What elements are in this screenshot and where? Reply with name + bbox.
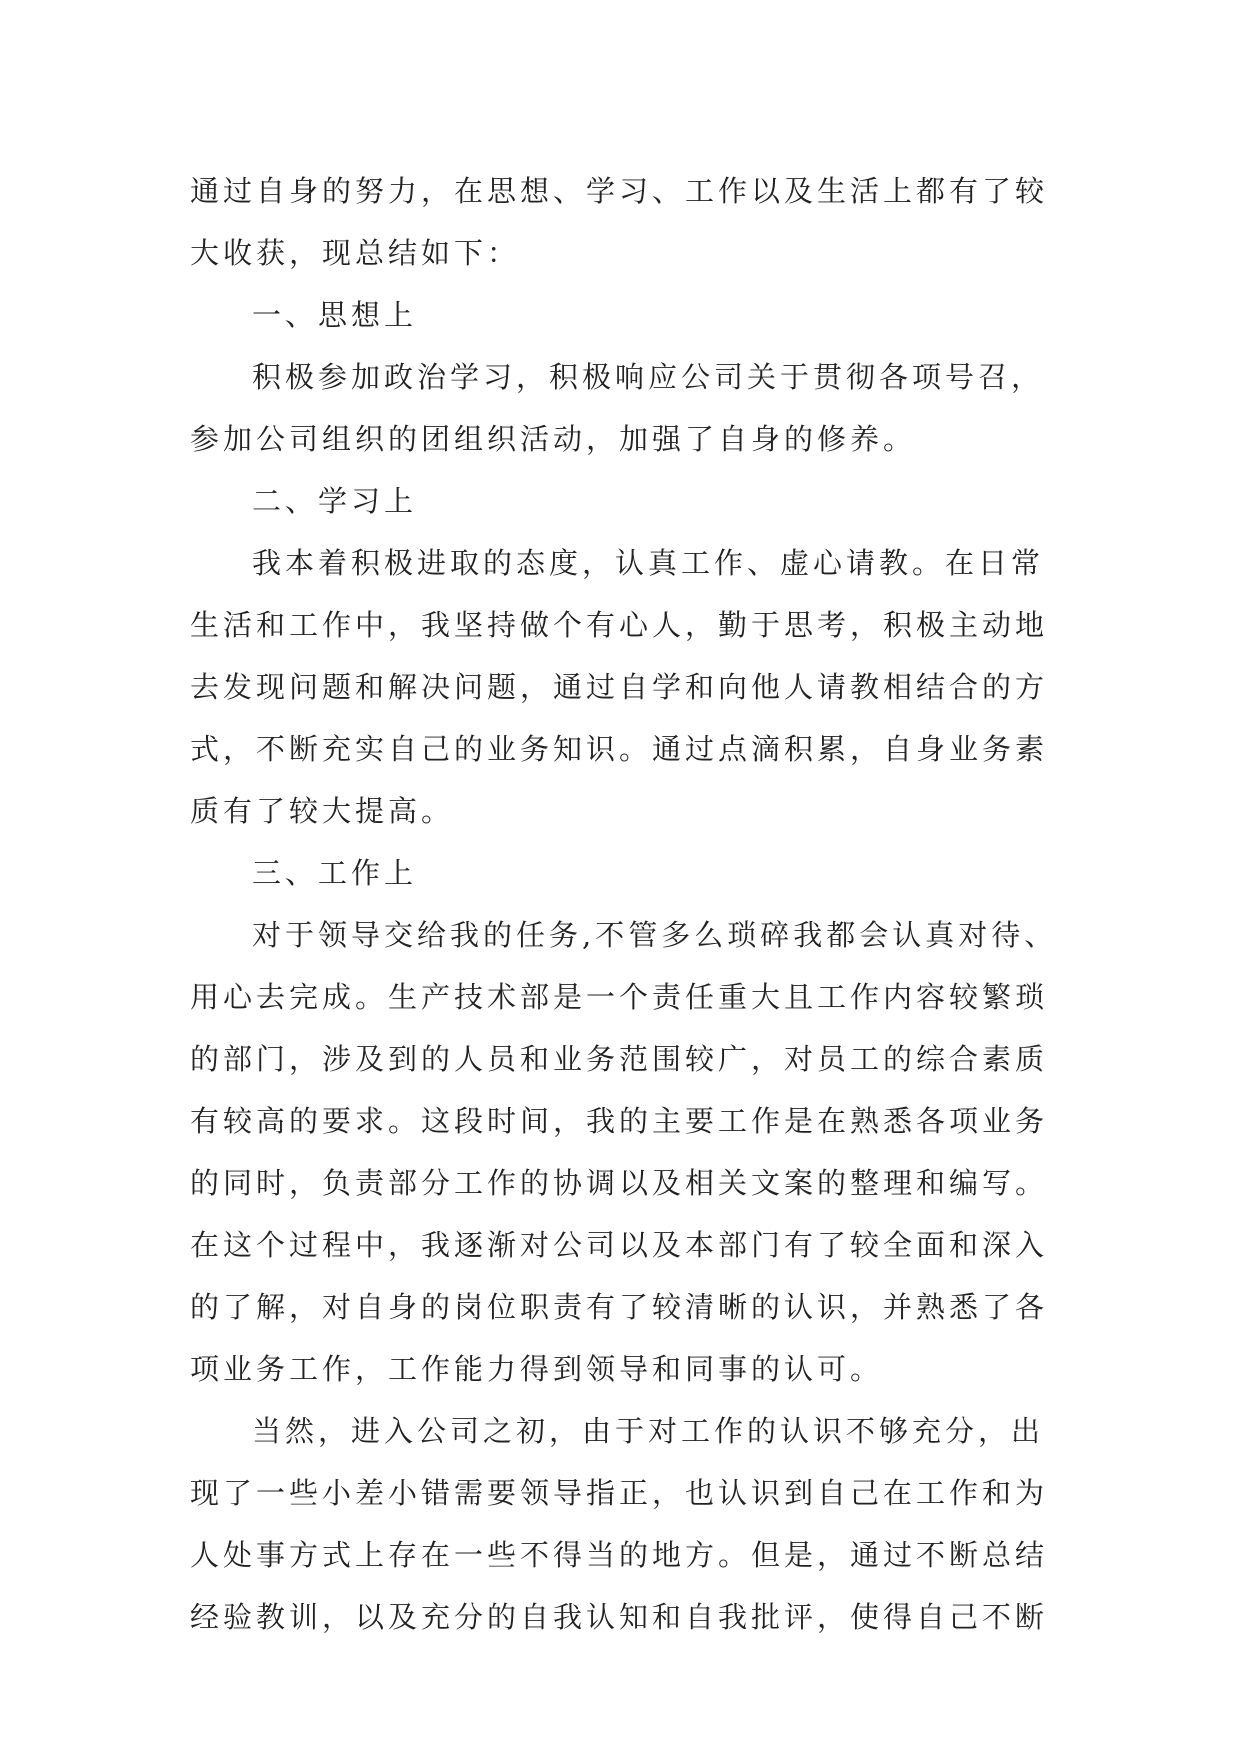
text-line: 生活和工作中，我坚持做个有心人，勤于思考，积极主动地 bbox=[190, 608, 1049, 642]
text-line: 参加公司组织的团组织活动，加强了自身的修养。 bbox=[190, 422, 917, 456]
text-line: 大收获，现总结如下： bbox=[190, 236, 521, 270]
text-line: 人处事方式上存在一些不得当的地方。但是，通过不断总结 bbox=[190, 1538, 1049, 1572]
text-line: 去发现问题和解决问题，通过自学和向他人请教相结合的方 bbox=[190, 670, 1049, 704]
section-heading: 二、学习上 bbox=[252, 484, 418, 518]
text-line: 在这个过程中，我逐渐对公司以及本部门有了较全面和深入 bbox=[190, 1228, 1049, 1262]
text-line: 现了一些小差小错需要领导指正，也认识到自己在工作和为 bbox=[190, 1476, 1049, 1510]
text-line: 项业务工作，工作能力得到领导和同事的认可。 bbox=[190, 1352, 884, 1386]
section-heading: 一、思想上 bbox=[252, 298, 418, 332]
document-body-text bbox=[190, 160, 1070, 1648]
text-line: 当然，进入公司之初，由于对工作的认识不够充分，出 bbox=[252, 1414, 1045, 1448]
text-line: 用心去完成。生产技术部是一个责任重大且工作内容较繁琐 bbox=[190, 980, 1049, 1014]
text-line: 的部门，涉及到的人员和业务范围较广，对员工的综合素质 bbox=[190, 1042, 1049, 1076]
text-line: 经验教训，以及充分的自我认知和自我批评，使得自己不断 bbox=[190, 1600, 1049, 1634]
text-line: 对于领导交给我的任务,不管多么琐碎我都会认真对待、 bbox=[252, 918, 1058, 952]
text-line: 积极参加政治学习，积极响应公司关于贯彻各项号召， bbox=[252, 360, 1045, 394]
section-heading: 三、工作上 bbox=[252, 856, 418, 890]
text-line: 有较高的要求。这段时间，我的主要工作是在熟悉各项业务 bbox=[190, 1104, 1049, 1138]
text-line: 我本着积极进取的态度，认真工作、虚心请教。在日常 bbox=[252, 546, 1045, 580]
text-line: 的同时，负责部分工作的协调以及相关文案的整理和编写。 bbox=[190, 1166, 1049, 1200]
text-line: 通过自身的努力，在思想、学习、工作以及生活上都有了较 bbox=[190, 174, 1049, 208]
text-line: 的了解，对自身的岗位职责有了较清晰的认识，并熟悉了各 bbox=[190, 1290, 1049, 1324]
text-line: 质有了较大提高。 bbox=[190, 794, 455, 828]
text-line: 式，不断充实自己的业务知识。通过点滴积累，自身业务素 bbox=[190, 732, 1049, 766]
